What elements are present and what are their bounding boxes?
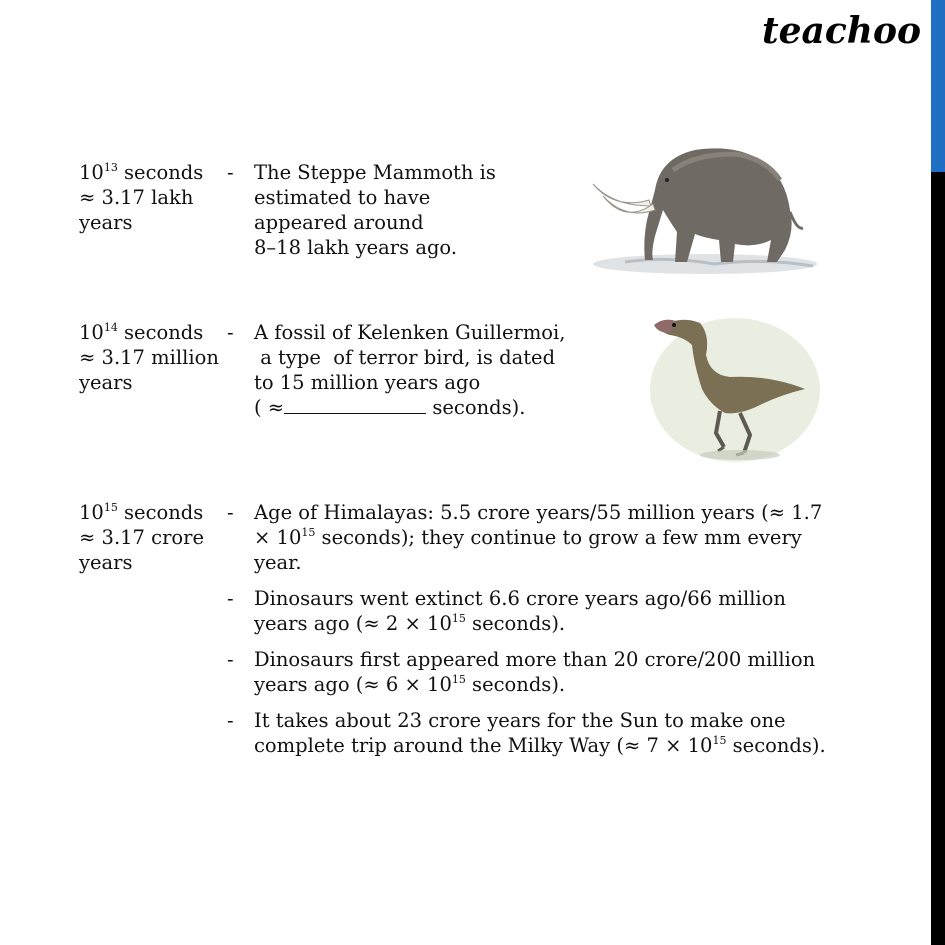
text-segment: × 10 — [254, 526, 302, 549]
section-label — [79, 500, 204, 575]
power-base: 10 — [79, 161, 104, 184]
list-item-terror-bird — [254, 320, 566, 420]
text-line: The Steppe Mammoth is — [254, 161, 496, 184]
answer-blank[interactable] — [284, 397, 426, 414]
teachoo-logo: teachoo — [762, 10, 921, 52]
power-exponent: 15 — [103, 501, 118, 514]
bullet-dash: - — [227, 321, 234, 344]
power-base: 10 — [79, 501, 104, 524]
power-exponent: 15 — [451, 673, 466, 686]
text-line: A fossil of Kelenken Guillermoi, — [254, 321, 566, 344]
scrollbar[interactable] — [931, 0, 945, 945]
text-line: estimated to have — [254, 186, 431, 209]
bullet-dash: - — [227, 587, 234, 610]
list-item-dinosaur-origin — [254, 647, 815, 697]
scrollbar-thumb[interactable] — [931, 0, 945, 172]
text-line: It takes about 23 crore years for the Sun to make one — [254, 709, 786, 732]
fill-in-blank-line — [254, 395, 566, 420]
text-segment: complete trip around the Milky Way (≈ 7 × 10 — [254, 734, 713, 757]
text-segment: years ago (≈ 6 × 10 — [254, 673, 452, 696]
label-years: years — [79, 551, 133, 574]
label-years: years — [79, 371, 133, 394]
label-unit: seconds — [117, 321, 204, 344]
power-exponent: 13 — [103, 161, 118, 174]
blank-prefix: ( ≈ — [254, 396, 285, 419]
label-unit: seconds — [117, 161, 204, 184]
text-segment: seconds). — [726, 734, 826, 757]
power-exponent: 15 — [451, 612, 466, 625]
text-segment: seconds). — [465, 673, 566, 696]
section-label — [79, 160, 203, 235]
text-segment: seconds); they continue to grow a few mm every — [315, 526, 802, 549]
label-years: years — [79, 211, 133, 234]
bullet-dash: - — [227, 161, 234, 184]
list-item-dinosaur-extinction — [254, 586, 786, 636]
text-line: 8–18 lakh years ago. — [254, 236, 458, 259]
text-line: Dinosaurs first appeared more than 20 crore/200 million — [254, 648, 816, 671]
text-line: a type of terror bird, is dated — [254, 346, 556, 369]
label-approx: ≈ 3.17 lakh — [79, 186, 194, 209]
label-approx: ≈ 3.17 crore — [79, 526, 204, 549]
text-line: Dinosaurs went extinct 6.6 crore years ago/66 million — [254, 587, 786, 610]
text-segment: seconds). — [465, 612, 566, 635]
text-line: to 15 million years ago — [254, 371, 481, 394]
power-base: 10 — [79, 321, 104, 344]
bullet-dash: - — [227, 709, 234, 732]
steppe-mammoth-illustration — [585, 140, 820, 280]
text-line: Age of Himalayas: 5.5 crore years/55 million years (≈ 1.7 — [254, 501, 823, 524]
bullet-dash: - — [227, 501, 234, 524]
label-unit: seconds — [117, 501, 204, 524]
list-item-galactic-year — [254, 708, 826, 758]
blank-suffix: seconds). — [426, 396, 526, 419]
section-label — [79, 320, 219, 395]
text-line: year. — [254, 551, 302, 574]
text-line: appeared around — [254, 211, 424, 234]
terror-bird-illustration — [640, 305, 820, 465]
bullet-dash: - — [227, 648, 234, 671]
text-segment: years ago (≈ 2 × 10 — [254, 612, 452, 635]
label-approx: ≈ 3.17 million — [79, 346, 219, 369]
power-exponent: 15 — [301, 526, 316, 539]
section-10-15 — [79, 500, 826, 760]
power-exponent: 15 — [712, 734, 727, 747]
list-item-himalayas — [254, 500, 822, 575]
list-item-mammoth — [254, 160, 496, 260]
power-exponent: 14 — [103, 321, 118, 334]
